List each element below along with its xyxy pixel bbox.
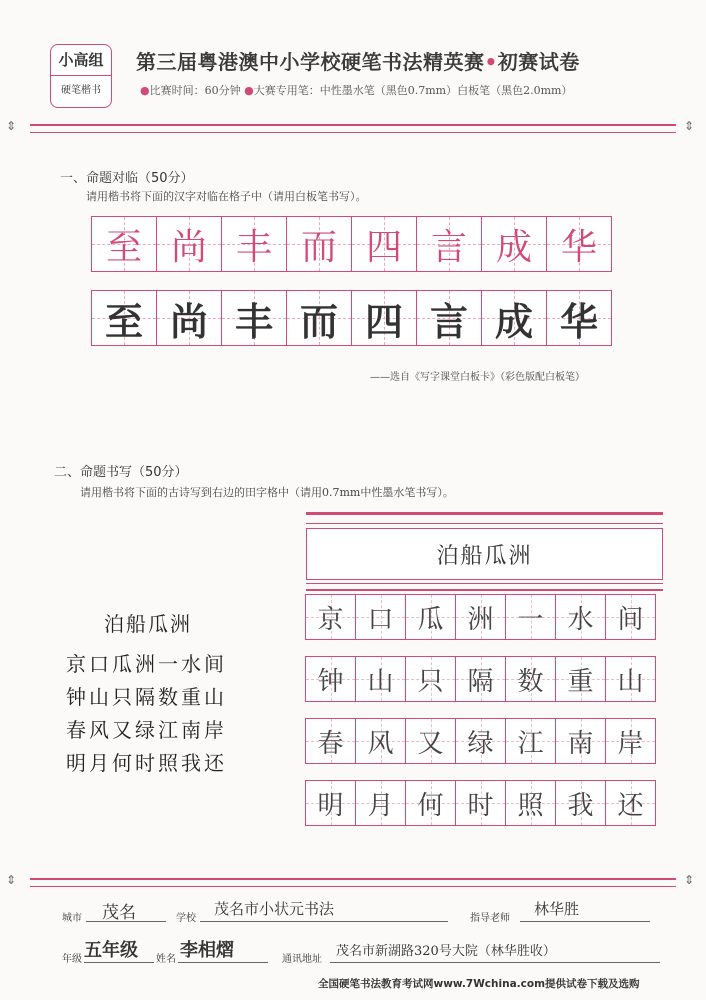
handwritten-cell	[156, 216, 222, 272]
answer-cell	[405, 780, 456, 826]
scissor-icon: ⇕	[6, 873, 17, 887]
answer-char: 只	[417, 666, 444, 697]
section2-instruction: 请用楷书将下面的古诗写到右边的田字格中（请用0.7mm中性墨水笔书写）。	[80, 486, 454, 499]
address-label: 通讯地址	[282, 954, 322, 965]
printed-char: 言	[429, 298, 468, 344]
handwritten-char: 言	[430, 226, 467, 268]
answer-char: 间	[617, 604, 644, 635]
footer-divider	[30, 878, 676, 887]
answer-char: 时	[467, 790, 494, 821]
site-footnote: 全国硬笔书法教育考试网www.7Wchina.com提供试卷下载及选购	[318, 978, 640, 990]
answer-char: 风	[367, 728, 394, 759]
name-underline	[178, 962, 268, 963]
answer-char: 又	[417, 728, 444, 759]
scissor-icon: ⇕	[684, 873, 695, 887]
answer-cell	[505, 594, 556, 640]
school-label: 学校	[176, 913, 196, 924]
answer-char: 山	[367, 666, 394, 697]
school-underline	[200, 921, 448, 922]
answer-char: 隔	[467, 666, 494, 697]
handwritten-char: 丰	[235, 226, 272, 268]
answer-cell	[455, 594, 506, 640]
answer-cell	[605, 780, 656, 826]
title-tail: 初赛试卷	[497, 50, 580, 74]
title-main: 第三届粤港澳中小学校硬笔书法精英赛	[136, 50, 485, 74]
address-underline	[330, 962, 660, 963]
answer-cell	[455, 780, 506, 826]
poem-line: 春风又绿江南岸	[66, 718, 227, 742]
answer-char: 绿	[467, 728, 494, 759]
answer-row	[306, 718, 656, 764]
answer-row	[306, 780, 656, 826]
scissor-icon: ⇕	[6, 119, 17, 133]
answer-cell	[505, 656, 556, 702]
answer-cell	[555, 594, 606, 640]
printed-char: 丰	[234, 298, 273, 344]
grade-underline	[84, 962, 154, 963]
answer-char: 我	[567, 790, 594, 821]
address-value: 茂名市新湖路320号大院（林华胜收）	[336, 944, 556, 959]
printed-char: 至	[104, 298, 143, 344]
handwritten-char: 尚	[170, 226, 207, 268]
printed-char: 而	[299, 298, 338, 344]
name-label: 姓名	[156, 954, 176, 965]
answer-cell	[305, 594, 356, 640]
answer-char: 口	[367, 604, 394, 635]
printed-cell	[286, 290, 352, 346]
answer-row	[306, 594, 656, 640]
handwritten-cell	[221, 216, 287, 272]
name-value: 李相熠	[180, 940, 234, 961]
printed-char: 成	[494, 298, 533, 344]
printed-char: 尚	[169, 298, 208, 344]
answer-char: 还	[617, 790, 644, 821]
answer-char: 明	[317, 790, 344, 821]
teacher-value: 林华胜	[534, 900, 580, 918]
answer-cell	[355, 656, 406, 702]
answer-cell	[355, 718, 406, 764]
answer-char: 钟	[317, 666, 344, 697]
printed-grid	[92, 290, 612, 346]
handwritten-char: 成	[495, 226, 532, 268]
handwritten-char: 四	[365, 226, 402, 268]
answer-cell	[455, 656, 506, 702]
answer-title-box: 泊船瓜洲	[306, 528, 663, 580]
answer-char: 月	[367, 790, 394, 821]
section1-instruction: 请用楷书将下面的汉字对临在格子中（请用白板笔书写）。	[86, 190, 367, 203]
handwritten-cell	[286, 216, 352, 272]
answer-cell	[305, 780, 356, 826]
answer-char: 瓜	[417, 604, 444, 635]
handwritten-grid	[92, 216, 612, 272]
page-title	[136, 46, 580, 75]
exam-info	[140, 82, 572, 98]
handwritten-cell	[351, 216, 417, 272]
answer-cell	[455, 718, 506, 764]
grade-value: 五年级	[84, 940, 138, 961]
printed-cell	[221, 290, 287, 346]
poem-line: 钟山只隔数重山	[66, 685, 227, 709]
printed-char: 四	[364, 298, 403, 344]
answer-char: 山	[617, 666, 644, 697]
city-value: 茂名	[102, 903, 136, 923]
answer-cell	[305, 656, 356, 702]
answer-cell	[605, 656, 656, 702]
answer-cell	[605, 594, 656, 640]
grade-label: 年级	[62, 954, 82, 965]
section1-heading: 一、命题对临（50分）	[60, 171, 194, 186]
printed-char: 华	[559, 298, 598, 344]
answer-char: 春	[317, 728, 344, 759]
printed-cell	[351, 290, 417, 346]
group-badge	[50, 44, 112, 108]
answer-cell	[405, 718, 456, 764]
answer-char: 何	[417, 790, 444, 821]
header-divider	[30, 124, 676, 133]
answer-char: 京	[317, 604, 344, 635]
answer-band-top	[306, 512, 663, 524]
poem-line: 明月何时照我还	[66, 751, 227, 775]
time-limit: 比赛时间：60分钟	[149, 84, 241, 97]
printed-cell	[156, 290, 222, 346]
title-separator: •	[484, 50, 498, 74]
source-citation: ——选自《写字课堂白板卡》（彩色版配白板笔）	[370, 372, 585, 383]
handwritten-cell	[91, 216, 157, 272]
printed-cell	[91, 290, 157, 346]
handwritten-cell	[546, 216, 612, 272]
answer-cell	[505, 718, 556, 764]
answer-char: 照	[517, 790, 544, 821]
answer-cell	[555, 656, 606, 702]
badge-style-label: 硬笔楷书	[61, 85, 101, 96]
answer-cell	[505, 780, 556, 826]
handwritten-char: 而	[300, 226, 337, 268]
handwritten-cell	[416, 216, 482, 272]
bullet-icon: ●	[140, 84, 150, 97]
answer-cell	[305, 718, 356, 764]
answer-char: 数	[517, 666, 544, 697]
answer-cell	[605, 718, 656, 764]
printed-cell	[416, 290, 482, 346]
answer-char: 一	[517, 604, 544, 635]
teacher-underline	[520, 921, 650, 922]
poem-title: 泊船瓜洲	[104, 612, 192, 636]
answer-cell	[405, 656, 456, 702]
answer-row	[306, 656, 656, 702]
pen-spec: 大赛专用笔：中性墨水笔（黑色0.7mm）白板笔（黑色2.0mm）	[253, 84, 573, 97]
answer-char: 江	[517, 728, 544, 759]
city-label: 城市	[62, 913, 82, 924]
answer-char: 水	[567, 604, 594, 635]
school-value: 茂名市小状元书法	[214, 900, 335, 918]
bullet-icon: ●	[244, 84, 254, 97]
answer-char: 南	[567, 728, 594, 759]
handwritten-char: 至	[105, 226, 142, 268]
answer-cell	[555, 780, 606, 826]
printed-cell	[481, 290, 547, 346]
answer-char: 洲	[467, 604, 494, 635]
badge-group-label: 小高组	[51, 45, 111, 76]
handwritten-cell	[481, 216, 547, 272]
answer-band-bottom	[306, 583, 663, 591]
answer-cell	[355, 780, 406, 826]
scissor-icon: ⇕	[684, 119, 695, 133]
poem-line: 京口瓜洲一水间	[66, 652, 227, 676]
answer-cell	[355, 594, 406, 640]
handwritten-char: 华	[560, 226, 597, 268]
answer-char: 岸	[617, 728, 644, 759]
answer-cell	[405, 594, 456, 640]
teacher-label: 指导老师	[470, 913, 510, 924]
answer-cell	[555, 718, 606, 764]
section2-heading: 二、命题书写（50分）	[54, 465, 188, 480]
answer-char: 重	[567, 666, 594, 697]
printed-cell	[546, 290, 612, 346]
